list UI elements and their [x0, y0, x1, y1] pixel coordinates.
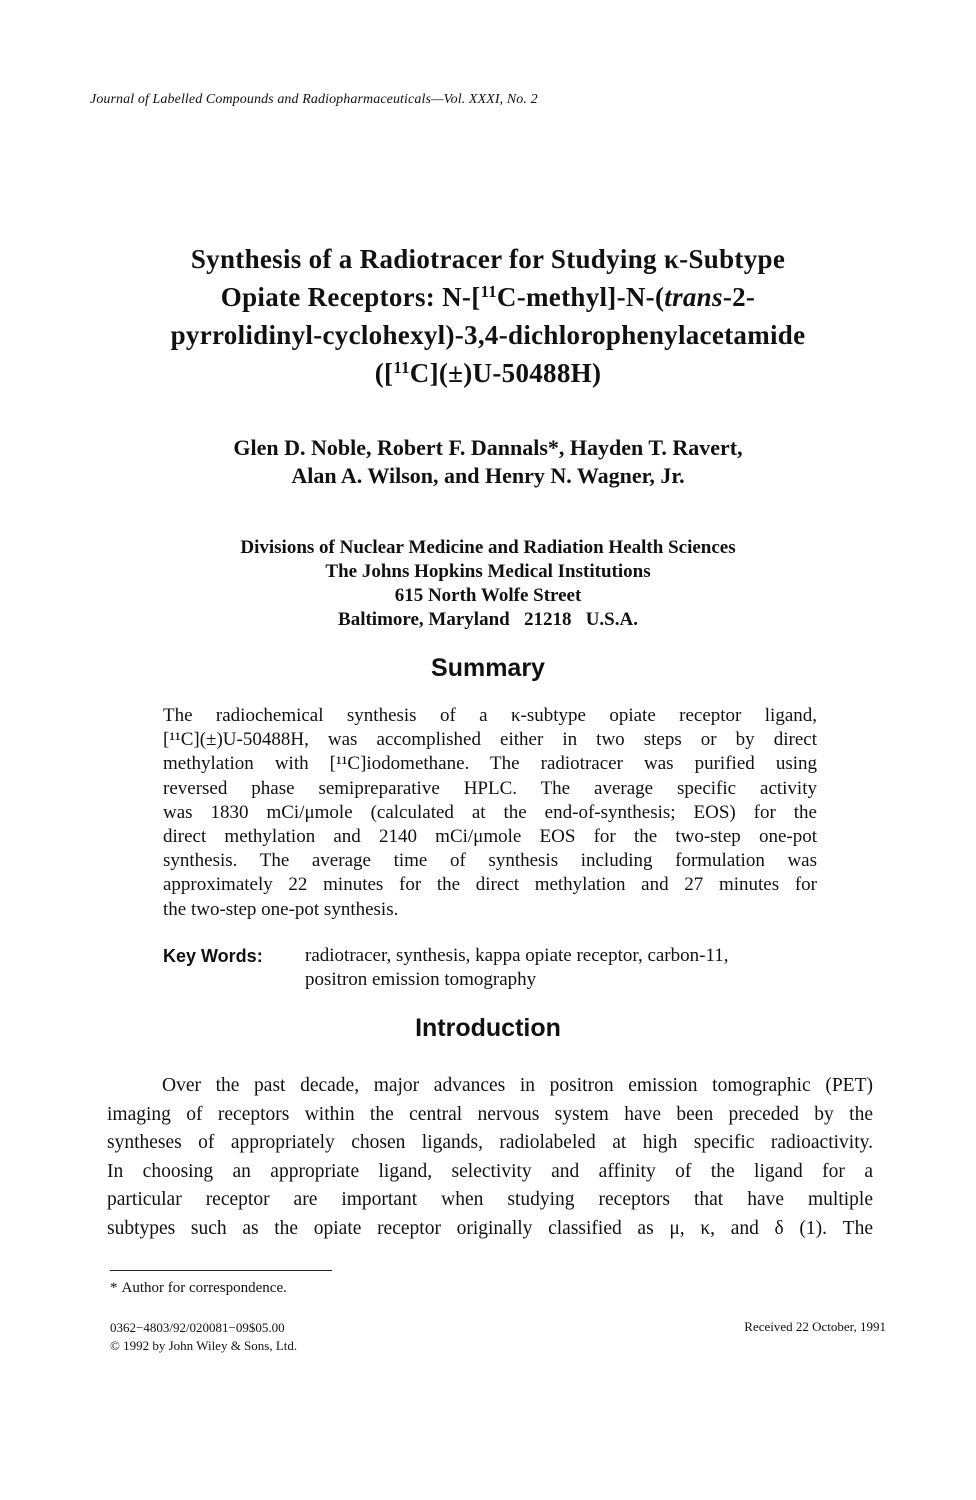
keywords-line-1: radiotracer, synthesis, kappa opiate receptor, carbon-11, — [305, 945, 729, 966]
summary-line: direct methylation and 2140 mCi/μmole EOS for the two-step one-pot — [163, 826, 817, 848]
summary-line: [¹¹C](±)U-50488H, was accomplished either in two steps or by direct — [163, 729, 817, 751]
title-line-4-part-b: C](±)U-50488H) — [409, 358, 602, 388]
title-line-2-italic: trans — [664, 282, 723, 312]
title-line-2-part-c: -2- — [722, 282, 756, 312]
summary-line: the two-step one-pot synthesis. — [163, 898, 399, 920]
introduction-line: In choosing an appropriate ligand, selectivity and affinity of the ligand for a — [107, 1160, 873, 1182]
title-line-2-part-a: Opiate Receptors: N-[ — [220, 282, 481, 312]
keywords-label: Key Words: — [163, 946, 263, 966]
introduction-line: syntheses of appropriately chosen ligands, radiolabeled at high specific radioactivity. — [107, 1132, 873, 1154]
author-list — [80, 434, 896, 490]
journal-header: Journal of Labelled Compounds and Radiopharmaceuticals—Vol. XXXI, No. 2 — [90, 92, 538, 107]
introduction-line: subtypes such as the opiate receptor originally classified as μ, κ, and δ (1). The — [107, 1217, 873, 1239]
authors-line-2: Alan A. Wilson, and Henry N. Wagner, Jr. — [291, 463, 685, 488]
footnote-text: Author for correspondence. — [121, 1280, 287, 1296]
keywords-line-2: positron emission tomography — [305, 969, 537, 990]
affiliation — [80, 536, 896, 632]
publisher-copyright: © 1992 by John Wiley & Sons, Ltd. — [110, 1338, 298, 1353]
introduction-paragraph — [107, 1072, 873, 1244]
introduction-line: Over the past decade, major advances in positron emission tomographic (PET) — [162, 1075, 873, 1096]
title-line-4 — [80, 354, 896, 392]
introduction-line: imaging of receptors within the central nervous system have been preceded by the — [107, 1103, 873, 1125]
title-line-4-superscript: 11 — [393, 357, 410, 377]
title-line-4-part-a: ([ — [374, 358, 394, 388]
summary-line: The radiochemical synthesis of a κ-subtype opiate receptor ligand, — [163, 705, 817, 726]
introduction-line: particular receptor are important when studying receptors that have multiple — [107, 1189, 873, 1211]
summary-line: methylation with [¹¹C]iodomethane. The radiotracer was purified using — [163, 753, 817, 775]
received-date: Received 22 October, 1991 — [744, 1319, 886, 1334]
affiliation-line-1: Divisions of Nuclear Medicine and Radiation Health Sciences — [240, 537, 736, 558]
title-line-3: pyrrolidinyl-cyclohexyl)-3,4-dichlorophenylacetamide — [170, 320, 806, 350]
paper-title — [80, 240, 896, 392]
publisher-info — [110, 1319, 297, 1355]
publisher-code: 0362−4803/92/020081−09$05.00 — [110, 1320, 285, 1335]
summary-paragraph — [163, 704, 817, 922]
title-line-1: Synthesis of a Radiotracer for Studying κ-Subtype — [190, 244, 786, 274]
summary-line: reversed phase semipreparative HPLC. The average specific activity — [163, 777, 817, 799]
footnote — [110, 1280, 287, 1297]
summary-line: approximately 22 minutes for the direct methylation and 27 minutes for — [163, 874, 817, 896]
authors-line-1: Glen D. Noble, Robert F. Dannals*, Hayden T. Ravert, — [233, 435, 743, 460]
title-line-2-superscript: 11 — [480, 281, 497, 301]
introduction-heading: Introduction — [415, 1014, 561, 1042]
footnote-divider — [110, 1270, 332, 1271]
footnote-marker: * — [110, 1280, 118, 1296]
summary-heading: Summary — [431, 654, 545, 682]
affiliation-line-3: 615 North Wolfe Street — [394, 585, 582, 606]
title-line-2-part-b: C-methyl]-N-( — [496, 282, 665, 312]
title-line-2 — [80, 278, 896, 316]
affiliation-line-4: Baltimore, Maryland 21218 U.S.A. — [338, 609, 638, 630]
affiliation-line-2: The Johns Hopkins Medical Institutions — [325, 561, 651, 582]
summary-line: was 1830 mCi/μmole (calculated at the end-of-synthesis; EOS) for the — [163, 801, 817, 823]
summary-line: synthesis. The average time of synthesis including formulation was — [163, 850, 817, 872]
